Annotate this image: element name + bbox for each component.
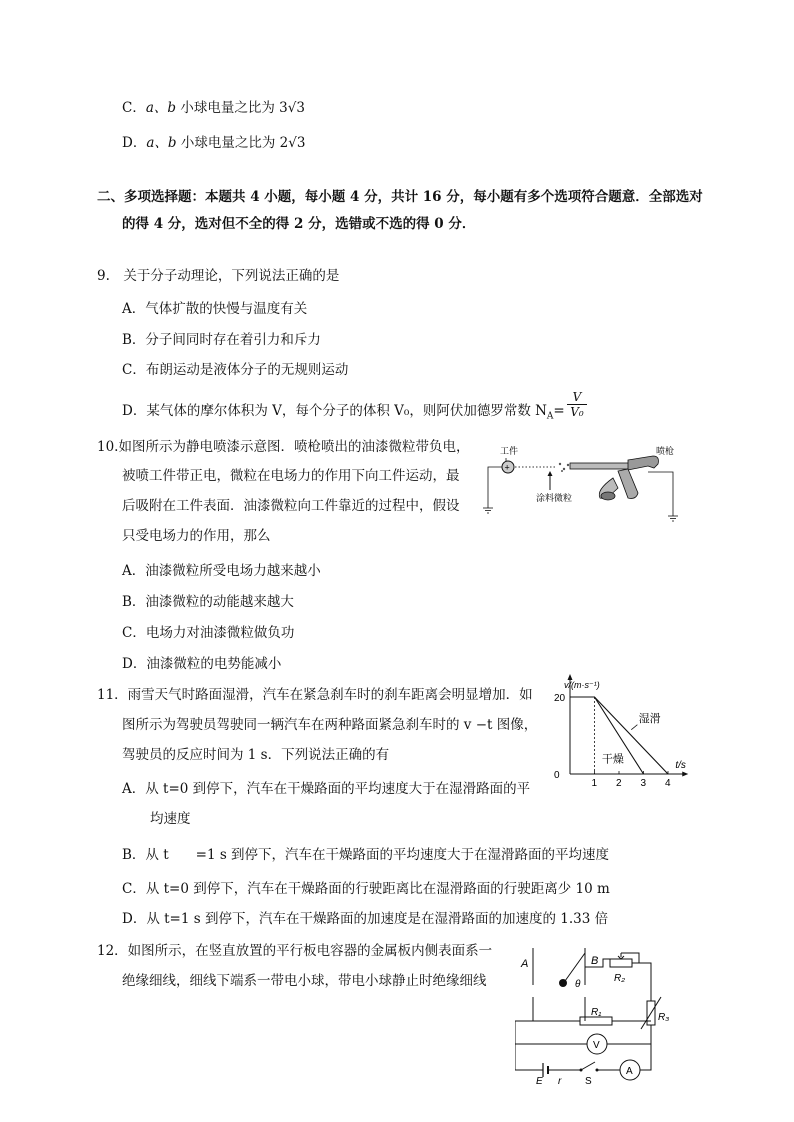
q11-option-a-line2: 均速度 xyxy=(150,811,191,827)
plate-b-label: B xyxy=(591,955,599,967)
origin-label: 0 xyxy=(554,770,560,781)
q11-option-b: B．从 t =1 s 到停下，汽车在干燥路面的平均速度大于在湿滑路面的平均速度 xyxy=(122,847,610,863)
q10-option-c: C．电场力对油漆微粒做负功 xyxy=(122,625,295,641)
vt-chart xyxy=(540,672,710,787)
q9-option-d: D．某气体的摩尔体积为 V，每个分子的体积 V₀，则阿伏加德罗常数 $N_A=$ xyxy=(122,403,565,422)
q10-line3: 后吸附在工件表面．油漆微粒向工件靠近的过程中，假设 xyxy=(122,498,460,514)
q9-stem: 9. 关于分子动理论，下列说法正确的是 xyxy=(97,268,340,284)
q11-option-d: D．从 t=1 s 到停下，汽车在干燥路面的加速度是在湿滑路面的加速度的 1.33 倍 xyxy=(122,911,609,927)
q10-line1: 10.如图所示为静电喷漆示意图．喷枪喷出的油漆微粒带负电， xyxy=(97,439,470,455)
charged-ball-icon xyxy=(559,979,567,987)
r2-label: R₂ xyxy=(614,973,626,984)
q9-option-a: A．气体扩散的快慢与温度有关 xyxy=(122,301,308,317)
x-axis-arrow xyxy=(682,772,688,777)
q12-line1: 12．如图所示，在竖直放置的平行板电容器的金属板内侧表面系一 xyxy=(97,943,493,959)
r1-label: R₁ xyxy=(591,1007,602,1018)
x-axis-label: t/s xyxy=(675,760,686,771)
x-tick-label: 1 xyxy=(591,778,598,787)
spray-painting-figure xyxy=(478,438,698,528)
theta-label: θ xyxy=(575,979,581,990)
x-tick-label: 3 xyxy=(640,778,647,787)
internal-r-label: r xyxy=(558,1076,562,1085)
q11-line1: 11．雨雪天气时路面湿滑，汽车在紧急刹车时的刹车距离会明显增加．如 xyxy=(97,687,533,703)
wet-leader-line xyxy=(631,725,637,730)
ammeter-label: A xyxy=(626,1066,633,1077)
q11-line2: 图所示为驾驶员驾驶同一辆汽车在两种路面紧急刹车时的 v −t 图像， xyxy=(122,717,538,733)
switch-label: S xyxy=(585,1076,592,1085)
y-tick-label: 20 xyxy=(554,693,566,704)
q11-option-a-line1: A．从 t=0 到停下，汽车在干燥路面的平均速度大于在湿滑路面的平 xyxy=(122,781,531,797)
voltmeter-label: V xyxy=(593,1040,600,1051)
q10-line2: 被喷工件带正电，微粒在电场力的作用下向工件运动，最 xyxy=(122,468,460,484)
x-tick-label: 2 xyxy=(616,778,622,787)
q11-line3: 驾驶员的反应时间为 1 s．下列说法正确的有 xyxy=(122,747,390,763)
q10-option-b: B．油漆微粒的动能越来越大 xyxy=(122,594,294,610)
q9-fraction xyxy=(567,390,587,419)
series-label-dry: 干燥 xyxy=(601,753,624,766)
label-gun: 喷枪 xyxy=(656,446,675,456)
y-axis-label: v/(m·s⁻¹) xyxy=(564,680,600,690)
r3-label: R₃ xyxy=(658,1012,670,1023)
section-heading-line1: 二、多项选择题：本题共 4 小题，每小题 4 分，共计 16 分，每小题有多个选项符合题意．全部选对 xyxy=(97,189,703,205)
label-workpiece: 工件 xyxy=(500,446,519,456)
fraction-numerator: V xyxy=(572,390,582,404)
fraction-denominator: V₀ xyxy=(570,405,584,419)
q9-option-c: C．布朗运动是液体分子的无规则运动 xyxy=(122,362,349,378)
emf-label: E xyxy=(536,1076,543,1085)
capacitor-circuit-figure xyxy=(515,945,675,1085)
q8-option-c: C．a、b 小球电量之比为 3√3 xyxy=(122,100,305,116)
spray-gun-icon xyxy=(570,456,658,500)
q10-option-a: A．油漆微粒所受电场力越来越小 xyxy=(122,563,321,579)
q10-option-d: D．油漆微粒的电势能减小 xyxy=(122,656,282,672)
series-label-wet: 湿滑 xyxy=(638,713,661,726)
section-heading-line2: 的得 4 分，选对但不全的得 2 分，选错或不选的得 0 分． xyxy=(122,216,476,232)
plate-a-label: A xyxy=(521,958,529,970)
svg-text:+: + xyxy=(504,462,510,473)
label-particles: 涂料微粒 xyxy=(536,493,573,503)
q9-option-b: B．分子间同时存在着引力和斥力 xyxy=(122,332,321,348)
q11-option-c: C．从 t=0 到停下，汽车在干燥路面的行驶距离比在湿滑路面的行驶距离少 10 m xyxy=(122,881,610,897)
x-tick-label: 4 xyxy=(665,778,671,787)
q8-option-d: D．a、b 小球电量之比为 2√3 xyxy=(122,135,306,151)
q10-line4: 只受电场力的作用，那么 xyxy=(122,528,271,544)
q12-line2: 绝缘细线，细线下端系一带电小球，带电小球静止时绝缘细线 xyxy=(122,973,487,989)
